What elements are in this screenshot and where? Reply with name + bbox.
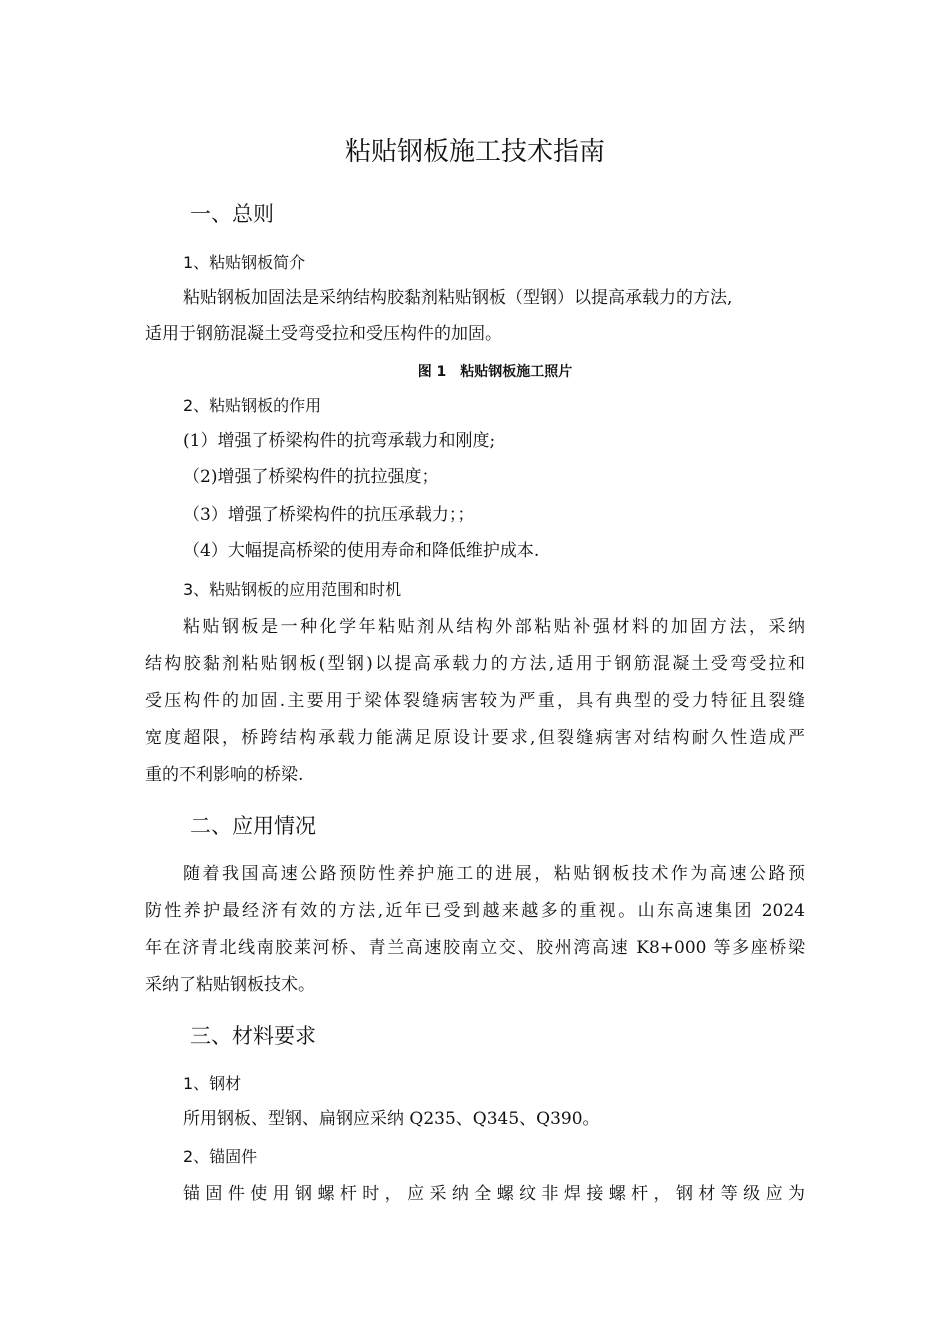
paragraph-line: 结构胶黏剂粘贴钢板(型钢)以提高承载力的方法,适用于钢筋混凝土受弯受拉和 (145, 654, 805, 674)
subheading-intro: 1、粘贴钢板简介 (183, 253, 306, 272)
list-item: （2)增强了桥梁构件的抗拉强度； (183, 467, 439, 487)
section-heading-application: 二、应用情况 (190, 814, 316, 838)
paragraph-line: 宽度超限，桥跨结构承载力能满足原设计要求,但裂缝病害对结构耐久性造成严 (145, 728, 805, 748)
subheading-scope: 3、粘贴钢板的应用范围和时机 (183, 580, 402, 599)
document-title: 粘贴钢板施工技术指南 (344, 137, 605, 167)
paragraph-line: 防性养护最经济有效的方法,近年已受到越来越多的重视。山东高速集团 2024 (145, 901, 805, 921)
list-item: （4）大幅提高桥梁的使用寿命和降低维护成本. (183, 541, 540, 561)
subheading-anchors: 2、锚固件 (183, 1147, 258, 1166)
list-item: （3）增强了桥梁构件的抗压承载力；； (183, 505, 475, 525)
subheading-steel: 1、钢材 (183, 1074, 242, 1093)
paragraph-line: 采纳了粘贴钢板技术。 (145, 975, 315, 995)
section-heading-general: 一、总则 (190, 202, 274, 226)
paragraph-line: 粘贴钢板是一种化学年粘贴剂从结构外部粘贴补强材料的加固方法，采纳 (183, 617, 805, 637)
section-heading-materials: 三、材料要求 (190, 1024, 316, 1048)
figure-caption: 图 1 粘贴钢板施工照片 (417, 364, 573, 380)
paragraph-line: 所用钢板、型钢、扁钢应采纳 Q235、Q345、Q390。 (183, 1109, 600, 1129)
paragraph-line: 锚固件使用钢螺杆时，应采纳全螺纹非焊接螺杆，钢材等级应为 (183, 1184, 805, 1204)
subheading-function: 2、粘贴钢板的作用 (183, 396, 322, 415)
paragraph-line: 随着我国高速公路预防性养护施工的进展，粘贴钢板技术作为高速公路预 (183, 864, 805, 884)
paragraph-line: 粘贴钢板加固法是采纳结构胶黏剂粘贴钢板（型钢）以提高承载力的方法, (183, 288, 733, 308)
paragraph-line: 年在济青北线南胶莱河桥、青兰高速胶南立交、胶州湾高速 K8+000 等多座桥梁 (145, 938, 805, 958)
list-item: (1）增强了桥梁构件的抗弯承载力和刚度; (183, 431, 496, 451)
paragraph-line: 受压构件的加固.主要用于梁体裂缝病害较为严重，具有典型的受力特征且裂缝 (145, 691, 805, 711)
paragraph-line: 适用于钢筋混凝土受弯受拉和受压构件的加固。 (145, 324, 502, 344)
paragraph-line: 重的不利影响的桥梁. (145, 765, 304, 785)
